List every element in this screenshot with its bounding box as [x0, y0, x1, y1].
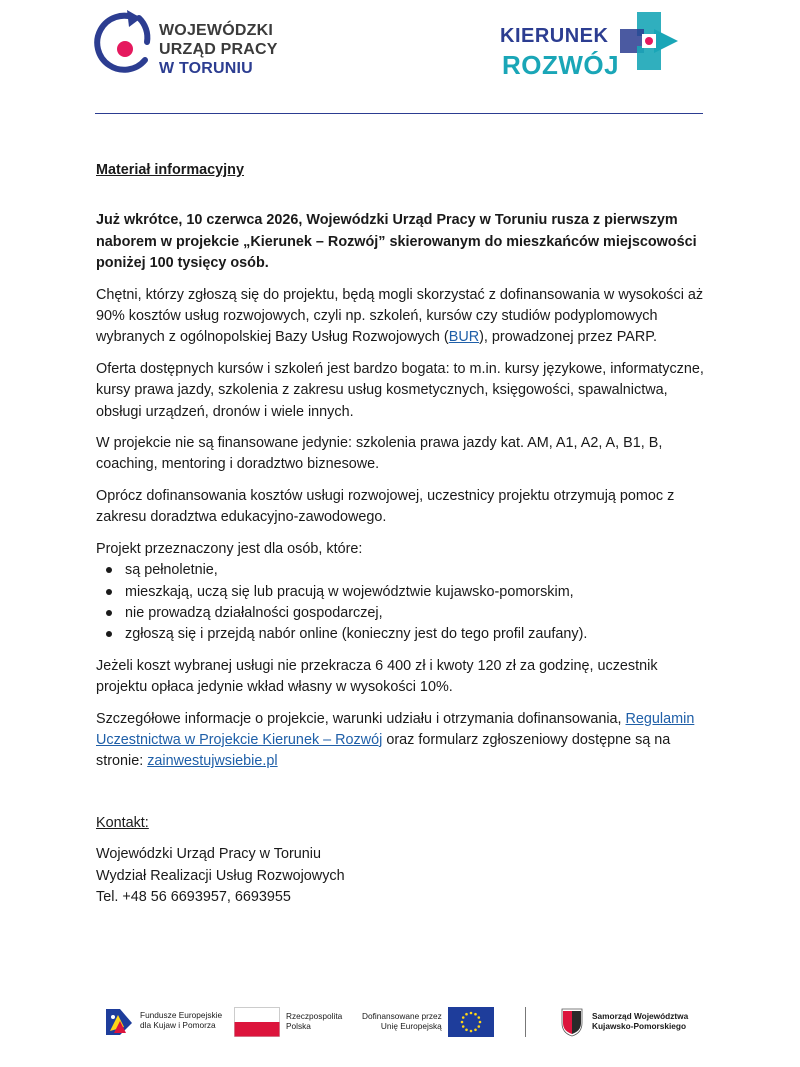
funding-logos-footer — [0, 995, 800, 1055]
samorzad-logo: Samorząd Województwa Kujawsko-Pomorskiego — [560, 1007, 688, 1037]
kierunek-logo-line2: ROZWÓJ — [502, 50, 620, 80]
lead-paragraph: Już wkrótce, 10 czerwca 2026, Wojewódzki Urząd Pracy w Toruniu rusza z pierwszym naborem w projekcie „Kierunek – Rozwój” skierowanym do mieszkańców miejscowości poniżej 100 tysięcy osób. — [96, 212, 697, 272]
cross-arrow-mark-icon — [618, 10, 680, 72]
kierunek-rozwoj-logo — [500, 10, 682, 80]
list-item: nie prowadzą działalności gospodarczej, — [125, 603, 706, 624]
footer-divider — [525, 1007, 526, 1037]
paragraph-exclusions: W projekcie nie są finansowane jedynie: szkolenia prawa jazdy kat. AM, A1, A2, A, B1, B, coaching, mentoring i doradztwo biznesowe. — [96, 435, 663, 473]
list-item: zgłoszą się i przejdą nabór online (konieczny jest do tego profil zaufany). — [125, 624, 706, 645]
eu-logo: Dofinansowane przez Unię Europejską — [362, 1007, 494, 1037]
wup-logo-text: WOJEWÓDZKI URZĄD PRACY W TORUNIU — [159, 22, 278, 77]
paragraph-support: Oprócz dofinansowania kosztów usługi rozwojowej, uczestnicy projektu otrzymują pomoc z zakresu doradztwa edukacyjno-zawodowego. — [96, 487, 675, 526]
fe-logo: Fundusze Europejskie dla Kujaw i Pomorza — [104, 1005, 222, 1037]
list-item: są pełnoletnie, — [125, 560, 706, 581]
bur-link[interactable]: BUR — [448, 329, 480, 346]
document-title: Materiał informacyjny — [96, 162, 244, 178]
fe-flag-icon — [104, 1005, 134, 1037]
rp-logo: Rzeczpospolita Polska — [234, 1007, 342, 1037]
wup-logo-mark-icon — [93, 8, 153, 86]
eu-flag-icon — [448, 1007, 494, 1037]
document-body — [96, 160, 706, 908]
paragraph-details: Szczegółowe informacje o projekcie, warunki udziału i otrzymania dofinansowania, Regulamin Uczestnictwa w Projekcie Kierunek – Rozwój oraz formularz zgłoszeniowy dostępne są na stronie: zainwestujwsiebie.pl — [96, 710, 695, 770]
contact-heading: Kontakt: — [96, 814, 149, 831]
kierunek-logo-line1: KIERUNEK — [500, 25, 609, 47]
wup-logo — [93, 8, 293, 88]
eligibility-list — [96, 560, 706, 646]
paragraph-financing: Chętni, którzy zgłoszą się do projektu, będą mogli skorzystać z dofinansowania w wysokości aż 90% kosztów usług rozwojowych, czyli np. szkoleń, kursów czy studiów podyplomowych wybranych z ogólnopolskiej Bazy Usług Rozwojowych (BUR), prowadzonej przez PARP. — [96, 286, 704, 346]
contact-block: Wojewódzki Urząd Pracy w Toruniu Wydział Realizacji Usług Rozwojowych Tel. +48 56 6693957, 6693955 — [96, 846, 345, 905]
coat-of-arms-icon — [560, 1007, 584, 1037]
header-divider — [95, 113, 703, 114]
paragraph-offer: Oferta dostępnych kursów i szkoleń jest bardzo bogata: to m.in. kursy językowe, informatyczne, kursy prawa jazdy, szkolenia z zakresu usług kosmetycznych, księgowości, spawalnictwa, obsługi urządzeń, dronów i wiele innych. — [96, 360, 704, 420]
list-item: mieszkają, uczą się lub pracują w województwie kujawsko-pomorskim, — [125, 582, 706, 603]
paragraph-cost: Jeżeli koszt wybranej usługi nie przekracza 6 400 zł i kwoty 120 zł za godzinę, uczestnik projektu opłaca jedynie wkład własny w wysokości 10%. — [96, 657, 658, 696]
paragraph-eligibility-intro: Projekt przeznaczony jest dla osób, które: — [96, 540, 363, 557]
page-header — [0, 0, 800, 115]
polish-flag-icon — [234, 1007, 280, 1037]
website-link[interactable]: zainwestujwsiebie.pl — [147, 753, 278, 770]
regulamin-link[interactable]: Regulamin Uczestnictwa w Projekcie Kierunek – Rozwój — [96, 710, 695, 748]
